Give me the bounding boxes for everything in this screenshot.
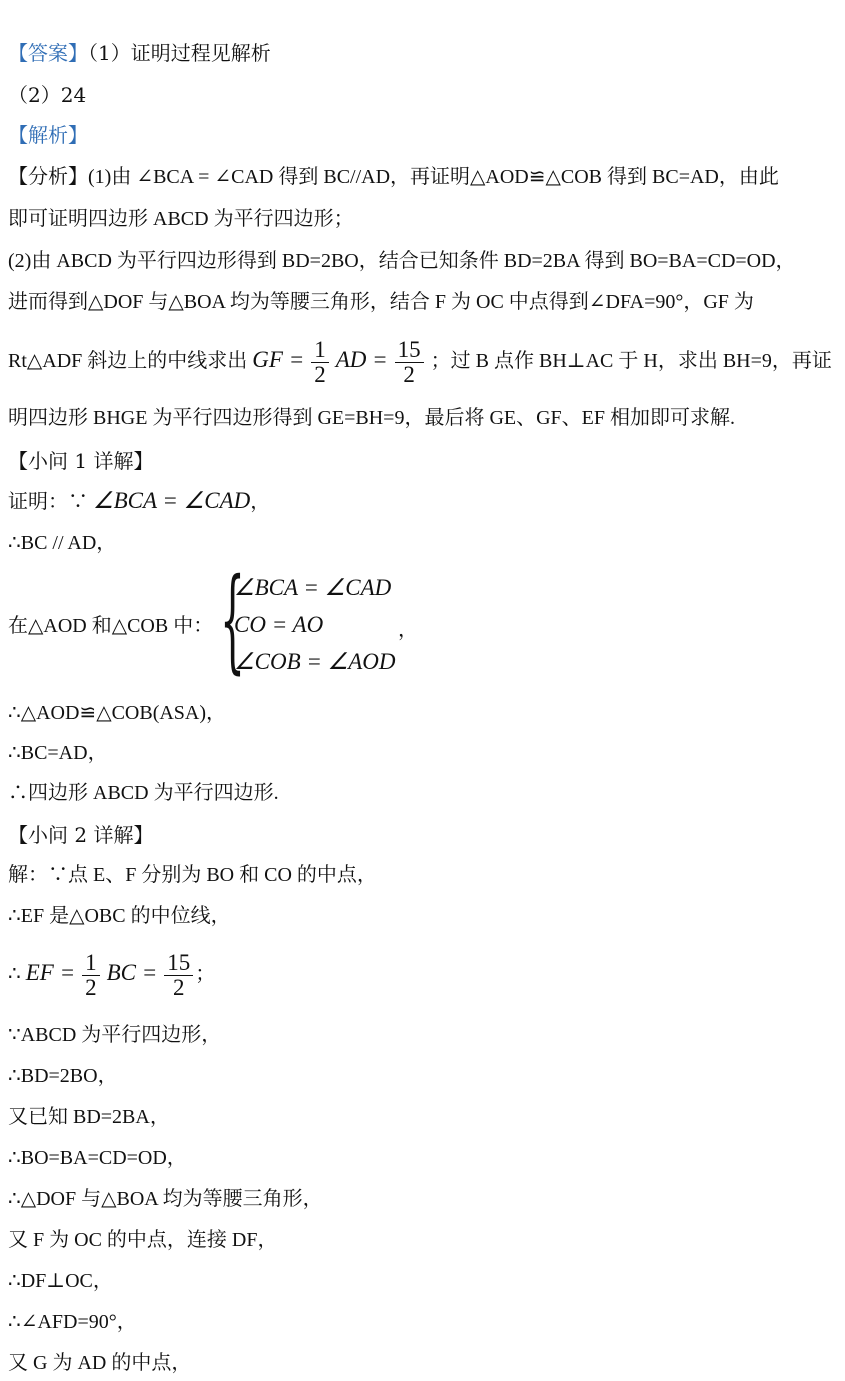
analysis-line-5-tail: ；过 B 点作 BH⊥AC 于 H，求出 BH=9，再证 [430, 350, 832, 372]
part1-line-5: ∴BC=AD， [8, 742, 108, 764]
fraction-numerator: 15 [395, 338, 424, 363]
part1-line-3: 在△AOD 和△COB 中： [8, 615, 214, 637]
system-row-3: ∠COB = ∠AOD [234, 649, 396, 674]
analysis-line-6: 明四边形 BHGE 为平行四边形得到 GE=BH=9，最后将 GE、GF、EF 相加即可求解. [8, 407, 736, 429]
system-row-2: CO = AO [234, 612, 324, 637]
fraction-numerator: 1 [311, 338, 329, 363]
part2-line-1: 解：∵点 E、F 分别为 BO 和 CO 的中点， [8, 864, 377, 886]
part2-line-2: ∴EF 是△OBC 的中位线， [8, 905, 231, 927]
part2-line-10: ∴DF⊥OC， [8, 1270, 113, 1292]
bc-expression: BC = [106, 960, 158, 985]
comma: ， [250, 491, 271, 513]
fraction-denominator: 2 [85, 974, 97, 1000]
part1-line-6: ∴四边形 ABCD 为平行四边形. [8, 782, 279, 804]
gf-expression: GF = [252, 347, 305, 372]
fraction-denominator: 2 [314, 361, 326, 387]
analysis-line-5-text: Rt△ADF 斜边上的中线求出 [8, 350, 248, 372]
fraction-denominator: 2 [173, 974, 185, 1000]
equation-system [220, 555, 420, 685]
ef-expression: EF = [25, 960, 76, 985]
fraction-fifteen-halves [395, 338, 424, 387]
system-row-1: ∠BCA = ∠CAD [234, 575, 392, 600]
fraction-denominator: 2 [403, 361, 415, 387]
analysis-line-4: 进而得到△DOF 与△BOA 均为等腰三角形，结合 F 为 OC 中点得到∠DFA=90°，GF 为 [8, 291, 754, 313]
analysis-tag: 【解析】 [8, 123, 88, 147]
part1-proof-label: 证明：∵ [8, 491, 88, 513]
answer-tag: 【答案】 [8, 41, 88, 65]
answer-part-1: （1）证明过程见解析 [88, 41, 271, 65]
left-brace: { [220, 555, 245, 685]
fraction-one-half [311, 338, 329, 387]
analysis-line-2: 即可证明四边形 ABCD 为平行四边形； [8, 208, 354, 230]
answer-line-1 [8, 40, 271, 66]
part2-line-11: ∴∠AFD=90°， [8, 1311, 137, 1333]
analysis-line-1: 【分析】(1)由 ∠BCA = ∠CAD 得到 BC//AD，再证明△AOD≌△COB 得到 BC=AD，由此 [8, 166, 779, 188]
part2-line-7: ∴BO=BA=CD=OD， [8, 1147, 187, 1169]
fraction-one-half [82, 951, 100, 1000]
part1-line-4: ∴△AOD≌△COB(ASA)， [8, 702, 227, 724]
fraction-numerator: 15 [164, 951, 193, 976]
part2-title: 【小问 2 详解】 [8, 823, 154, 847]
angle-equation: ∠BCA = ∠CAD [93, 488, 251, 513]
part2-line-8: ∴△DOF 与△BOA 均为等腰三角形， [8, 1188, 323, 1210]
part1-title: 【小问 1 详解】 [8, 449, 154, 473]
ad-expression: AD = [335, 347, 388, 372]
part1-line-2: ∴BC // AD， [8, 532, 117, 554]
fraction-fifteen-halves [164, 951, 193, 1000]
analysis-line-5 [8, 332, 832, 389]
semicolon: ； [195, 963, 216, 985]
analysis-line-3: (2)由 ABCD 为平行四边形得到 BD=2BO，结合已知条件 BD=2BA 得到 BO=BA=CD=OD， [8, 250, 796, 272]
fraction-numerator: 1 [82, 951, 100, 976]
answer-line-2: （2）24 [8, 83, 87, 107]
part2-line-5: ∴BD=2BO， [8, 1065, 118, 1087]
part2-line-6: 又已知 BD=2BA， [8, 1106, 170, 1128]
part2-line-9: 又 F 为 OC 的中点，连接 DF， [8, 1229, 278, 1251]
part2-line-4: ∵ABCD 为平行四边形， [8, 1024, 222, 1046]
part2-line-3 [8, 945, 215, 1002]
system-comma: ， [398, 617, 418, 641]
part2-line-12: 又 G 为 AD 的中点， [8, 1352, 192, 1374]
therefore-symbol: ∴ [8, 963, 21, 985]
part1-line-1 [8, 488, 270, 515]
